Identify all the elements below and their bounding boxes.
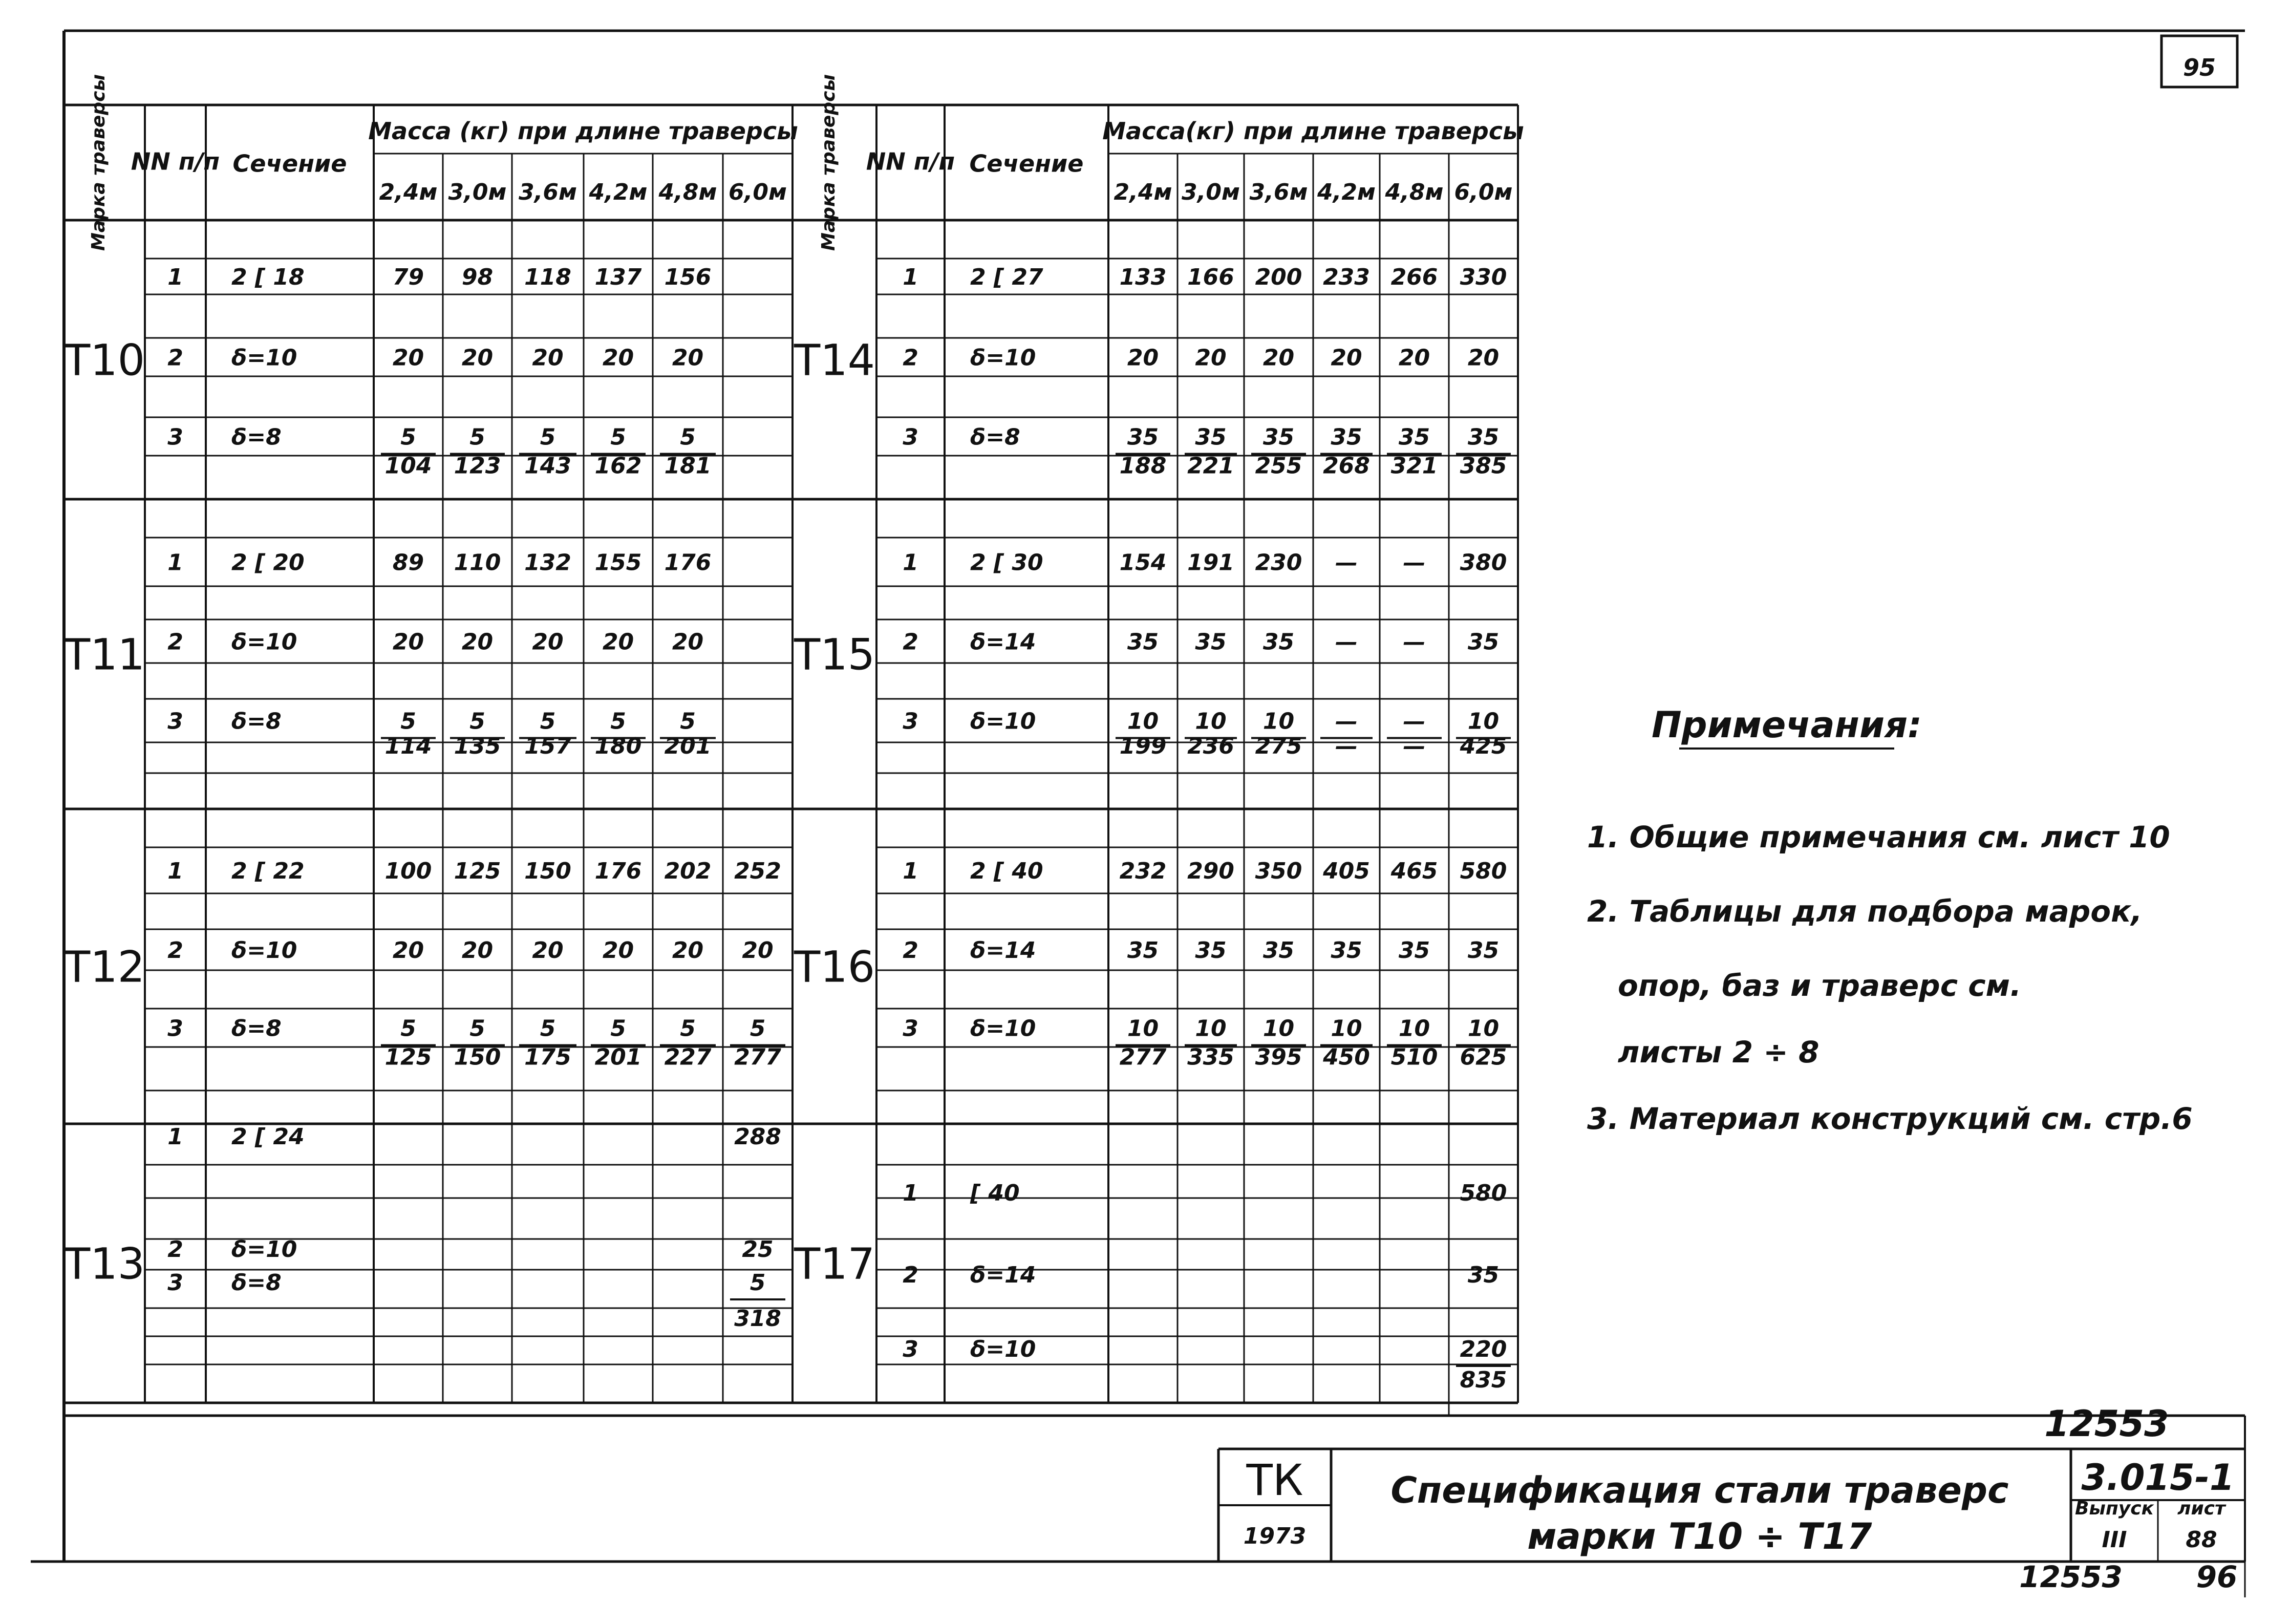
left-total-value: 150 [454, 1044, 501, 1071]
right-item-section: δ=14 [970, 937, 1036, 964]
right-mass-value: — [1335, 549, 1358, 576]
right-item-section: δ=14 [970, 629, 1036, 655]
right-total-value: 268 [1323, 453, 1370, 479]
left-mass-value: 5 [400, 1015, 416, 1042]
right-mark-T17: T17 [794, 1238, 875, 1289]
left-item-section: δ=10 [231, 345, 297, 371]
left-mass-value: 98 [461, 264, 494, 290]
right-total-value: 450 [1323, 1044, 1370, 1071]
right-mass-value: 35 [1195, 629, 1227, 655]
table-text [63, 54, 2237, 1594]
right-total-value: 321 [1390, 453, 1438, 479]
left-mark-T11: T11 [63, 629, 145, 680]
left-total-value: 104 [384, 453, 432, 479]
right-item-section: δ=10 [970, 1015, 1036, 1042]
left-mass-value: 252 [734, 858, 781, 884]
left-mass-value: 20 [672, 937, 704, 964]
right-mass-value: 380 [1460, 549, 1507, 576]
left-mark-T13: T13 [63, 1238, 145, 1289]
right-mass-value: — [1403, 629, 1426, 655]
left-item-number: 3 [167, 424, 183, 451]
right-mass-value: 166 [1187, 264, 1234, 290]
right-mass-value: 233 [1323, 264, 1370, 290]
left-total-value: 175 [524, 1044, 571, 1071]
right-mass-value: 580 [1460, 1180, 1507, 1206]
right-total-value: 275 [1255, 733, 1302, 759]
right-mass-value: 266 [1390, 264, 1438, 290]
right-header-length: 6,0м [1454, 179, 1513, 205]
right-mass-value: 10 [1127, 708, 1159, 735]
left-item-section: 2 [ 22 [231, 858, 305, 884]
right-item-section: δ=10 [970, 708, 1036, 735]
right-mass-value: 20 [1127, 345, 1159, 371]
right-total-value: 425 [1460, 733, 1507, 759]
left-mass-value: 5 [680, 424, 696, 451]
left-mass-value: 20 [602, 345, 634, 371]
right-mark-T15: T15 [794, 629, 875, 680]
stamp-title-2: марки Т10 ÷ Т17 [1527, 1515, 1872, 1557]
left-total-value: 162 [594, 453, 642, 479]
note-line: 1. Общие примечания см. лист 10 [1587, 820, 2170, 854]
left-item-section: δ=10 [231, 629, 297, 655]
left-total-value: 135 [454, 733, 501, 759]
stamp-issue-label: Выпуск [2074, 1498, 2154, 1519]
right-mass-value: 154 [1119, 549, 1167, 576]
left-mass-value: 89 [392, 549, 424, 576]
left-mass-value: 155 [594, 549, 642, 576]
right-item-number: 2 [903, 345, 918, 371]
right-mass-value: 10 [1467, 708, 1500, 735]
right-mass-value: 10 [1195, 708, 1227, 735]
right-mass-value: 10 [1262, 708, 1295, 735]
right-mass-value: 35 [1262, 937, 1295, 964]
left-item-section: δ=8 [231, 424, 282, 451]
left-mass-value: 176 [664, 549, 712, 576]
left-mass-value: 5 [680, 1015, 696, 1042]
right-mass-value: 35 [1127, 424, 1159, 451]
right-mass-value: 35 [1467, 629, 1500, 655]
left-mass-value: 20 [392, 937, 424, 964]
left-mass-value: 20 [461, 629, 494, 655]
left-header-length: 4,8м [658, 179, 717, 205]
right-total-value: 188 [1119, 453, 1167, 479]
left-total-value: 201 [664, 733, 712, 759]
right-item-section: 2 [ 27 [970, 264, 1043, 290]
right-mass-value: 405 [1323, 858, 1370, 884]
left-mass-value: 5 [540, 1015, 556, 1042]
right-mass-value: 191 [1187, 549, 1234, 576]
stamp-title-1: Спецификация стали траверс [1390, 1469, 2009, 1511]
left-mass-value: 288 [734, 1124, 781, 1150]
right-mass-value: 465 [1390, 858, 1438, 884]
right-mass-value: 35 [1262, 629, 1295, 655]
left-total-value: 114 [384, 733, 432, 759]
right-header-length: 3,0м [1182, 179, 1240, 205]
right-mass-value: 35 [1398, 424, 1430, 451]
right-header-nn: NN п/п [866, 147, 955, 176]
right-item-number: 3 [903, 1015, 918, 1042]
stamp-year: 1973 [1243, 1523, 1307, 1549]
right-header-length: 4,2м [1317, 179, 1376, 205]
left-mass-value: 79 [392, 264, 424, 290]
left-mass-value: 5 [469, 424, 485, 451]
right-header-length: 3,6м [1249, 179, 1308, 205]
right-mass-value: 20 [1398, 345, 1430, 371]
right-mass-value: — [1335, 629, 1358, 655]
left-total-value: 201 [594, 1044, 642, 1071]
note-line: 3. Материал конструкций см. стр.6 [1587, 1101, 2193, 1136]
left-item-number: 2 [167, 345, 183, 371]
left-mass-value: 20 [532, 629, 564, 655]
left-mass-value: 5 [610, 424, 626, 451]
left-mass-value: 5 [750, 1270, 766, 1296]
left-mass-value: 156 [664, 264, 712, 290]
stamp-series: 3.015-1 [2081, 1457, 2235, 1499]
right-mass-value: 10 [1127, 1015, 1159, 1042]
right-header-section: Сечение [969, 149, 1084, 178]
right-mass-value: 35 [1262, 424, 1295, 451]
left-item-section: δ=10 [231, 1236, 297, 1263]
left-mass-value: 5 [400, 424, 416, 451]
right-total-value: 385 [1460, 453, 1507, 479]
right-total-value: 277 [1119, 1044, 1167, 1071]
right-mass-value: 35 [1127, 937, 1159, 964]
left-item-section: δ=8 [231, 1270, 282, 1296]
right-mass-value: 35 [1331, 937, 1362, 964]
stamp-sheet: 88 [2186, 1527, 2217, 1553]
right-item-number: 1 [903, 264, 918, 290]
left-mass-value: 20 [461, 345, 494, 371]
right-mass-value: 20 [1262, 345, 1295, 371]
right-mass-value: 232 [1119, 858, 1167, 884]
left-mass-value: 20 [672, 345, 704, 371]
right-item-section: δ=10 [970, 345, 1036, 371]
right-mass-value: 133 [1119, 264, 1167, 290]
left-item-number: 3 [167, 708, 183, 735]
right-mass-value: 220 [1460, 1336, 1507, 1362]
left-mass-value: 20 [602, 629, 634, 655]
right-header-mass: Масса(кг) при длине траверсы [1102, 117, 1524, 145]
right-mass-value: 350 [1255, 858, 1302, 884]
page-number-bottom: 96 [2196, 1559, 2238, 1594]
left-mass-value: 5 [680, 708, 696, 735]
right-total-value: 255 [1255, 453, 1302, 479]
right-item-number: 2 [903, 1262, 918, 1288]
right-mass-value: — [1403, 549, 1426, 576]
right-item-section: δ=14 [970, 1262, 1036, 1288]
note-line: 2. Таблицы для подбора марок, [1587, 894, 2143, 929]
right-total-value: — [1335, 733, 1358, 759]
right-mass-value: 230 [1255, 549, 1302, 576]
left-mass-value: 20 [392, 345, 424, 371]
left-item-section: 2 [ 18 [231, 264, 305, 290]
right-mass-value: 35 [1467, 1262, 1500, 1288]
right-item-number: 1 [903, 858, 918, 884]
right-mass-value: 200 [1255, 264, 1302, 290]
right-mass-value: — [1403, 708, 1426, 735]
left-mark-T10: T10 [63, 335, 145, 386]
right-header-length: 2,4м [1114, 179, 1172, 205]
left-header-length: 3,6м [519, 179, 577, 205]
left-item-number: 1 [167, 264, 183, 290]
left-total-value: 157 [524, 733, 571, 759]
left-total-value: 125 [384, 1044, 432, 1071]
right-item-section: δ=10 [970, 1336, 1036, 1362]
right-header-mark: Марка траверсы [818, 74, 839, 251]
right-mass-value: 10 [1398, 1015, 1430, 1042]
left-mass-value: 150 [524, 858, 571, 884]
right-mass-value: 35 [1331, 424, 1362, 451]
right-mass-value: 580 [1460, 858, 1507, 884]
left-mass-value: 110 [454, 549, 501, 576]
right-total-value: 835 [1460, 1367, 1507, 1393]
right-item-number: 2 [903, 937, 918, 964]
left-total-value: 277 [734, 1044, 781, 1071]
right-total-value: 395 [1255, 1044, 1302, 1071]
left-mass-value: 20 [532, 937, 564, 964]
right-item-section: 2 [ 40 [970, 858, 1043, 884]
right-item-number: 2 [903, 629, 918, 655]
right-mark-T14: T14 [794, 335, 875, 386]
left-total-value: 227 [664, 1044, 712, 1071]
left-mass-value: 5 [540, 708, 556, 735]
left-mass-value: 5 [750, 1015, 766, 1042]
left-header-length: 6,0м [729, 179, 787, 205]
left-item-number: 2 [167, 1236, 183, 1263]
left-total-value: 123 [454, 453, 501, 479]
left-item-number: 2 [167, 937, 183, 964]
left-header-mark: Марка траверсы [88, 74, 109, 251]
left-mass-value: 100 [384, 858, 432, 884]
left-item-number: 3 [167, 1015, 183, 1042]
left-mass-value: 5 [400, 708, 416, 735]
sheet-number: 95 [2182, 54, 2216, 81]
right-mass-value: 35 [1467, 937, 1500, 964]
left-mass-value: 20 [392, 629, 424, 655]
left-header-length: 3,0м [448, 179, 507, 205]
right-total-value: 335 [1187, 1044, 1234, 1071]
right-mass-value: 35 [1398, 937, 1430, 964]
left-mass-value: 20 [742, 937, 774, 964]
right-item-number: 3 [903, 1336, 918, 1362]
left-total-value: 181 [664, 453, 712, 479]
notes-title: Примечания: [1651, 704, 1922, 746]
left-item-number: 1 [167, 1124, 183, 1150]
right-mass-value: 10 [1467, 1015, 1500, 1042]
right-item-number: 3 [903, 424, 918, 451]
left-header-nn: NN п/п [131, 147, 220, 176]
right-mass-value: 330 [1460, 264, 1507, 290]
stamp-sheet-label: лист [2177, 1498, 2225, 1519]
left-mass-value: 20 [672, 629, 704, 655]
right-mass-value: 35 [1195, 937, 1227, 964]
stamp-issue: III [2102, 1527, 2127, 1553]
right-mass-value: 20 [1195, 345, 1227, 371]
right-total-value: 625 [1460, 1044, 1507, 1071]
left-mass-value: 5 [610, 708, 626, 735]
right-item-section: [ 40 [970, 1180, 1020, 1206]
left-mass-value: 20 [602, 937, 634, 964]
left-mass-value: 176 [594, 858, 642, 884]
left-item-section: δ=8 [231, 1015, 282, 1042]
left-total-value: 143 [524, 453, 571, 479]
right-mass-value: 20 [1467, 345, 1500, 371]
left-item-section: 2 [ 20 [231, 549, 305, 576]
right-item-number: 3 [903, 708, 918, 735]
left-mass-value: 20 [532, 345, 564, 371]
left-item-section: 2 [ 24 [231, 1124, 305, 1150]
right-mass-value: 20 [1331, 345, 1362, 371]
right-mass-value: 10 [1195, 1015, 1227, 1042]
right-total-value: 221 [1187, 453, 1234, 479]
left-header-mass: Масса (кг) при длине траверсы [368, 117, 798, 145]
right-item-section: 2 [ 30 [970, 549, 1043, 576]
left-mass-value: 25 [742, 1236, 774, 1263]
left-header-length: 2,4м [379, 179, 438, 205]
right-mass-value: 35 [1127, 629, 1159, 655]
stamp-org: ТК [1246, 1455, 1303, 1505]
right-mass-value: 290 [1187, 858, 1234, 884]
left-mass-value: 5 [610, 1015, 626, 1042]
left-total-value: 318 [734, 1306, 781, 1332]
left-header-length: 4,2м [589, 179, 648, 205]
right-total-value: 510 [1390, 1044, 1438, 1071]
right-mark-T16: T16 [794, 942, 875, 992]
left-mark-T12: T12 [63, 942, 145, 992]
right-mass-value: 35 [1467, 424, 1500, 451]
left-total-value: 180 [594, 733, 642, 759]
left-mass-value: 5 [540, 424, 556, 451]
right-item-section: δ=8 [970, 424, 1020, 451]
right-mass-value: — [1335, 708, 1358, 735]
right-header-length: 4,8м [1385, 179, 1444, 205]
right-total-value: — [1403, 733, 1426, 759]
archive-number-top: 12553 [2044, 1403, 2169, 1445]
right-mass-value: 10 [1262, 1015, 1295, 1042]
left-mass-value: 5 [469, 708, 485, 735]
right-item-number: 1 [903, 1180, 918, 1206]
left-mass-value: 5 [469, 1015, 485, 1042]
left-item-number: 1 [167, 549, 183, 576]
left-item-number: 3 [167, 1270, 183, 1296]
archive-number-bottom: 12553 [2019, 1559, 2123, 1594]
note-line: опор, баз и траверс см. [1618, 968, 2022, 1003]
left-item-section: δ=10 [231, 937, 297, 964]
right-item-number: 1 [903, 549, 918, 576]
left-mass-value: 132 [524, 549, 571, 576]
left-mass-value: 125 [454, 858, 501, 884]
left-mass-value: 202 [664, 858, 712, 884]
left-item-number: 2 [167, 629, 183, 655]
left-mass-value: 137 [594, 264, 642, 290]
left-header-section: Сечение [232, 149, 347, 178]
left-mass-value: 20 [461, 937, 494, 964]
right-mass-value: 35 [1195, 424, 1227, 451]
note-line: листы 2 ÷ 8 [1618, 1035, 1820, 1070]
left-item-section: δ=8 [231, 708, 282, 735]
right-total-value: 236 [1187, 733, 1234, 759]
right-total-value: 199 [1119, 733, 1167, 759]
right-mass-value: 10 [1331, 1015, 1362, 1042]
left-item-number: 1 [167, 858, 183, 884]
left-mass-value: 118 [524, 264, 571, 290]
